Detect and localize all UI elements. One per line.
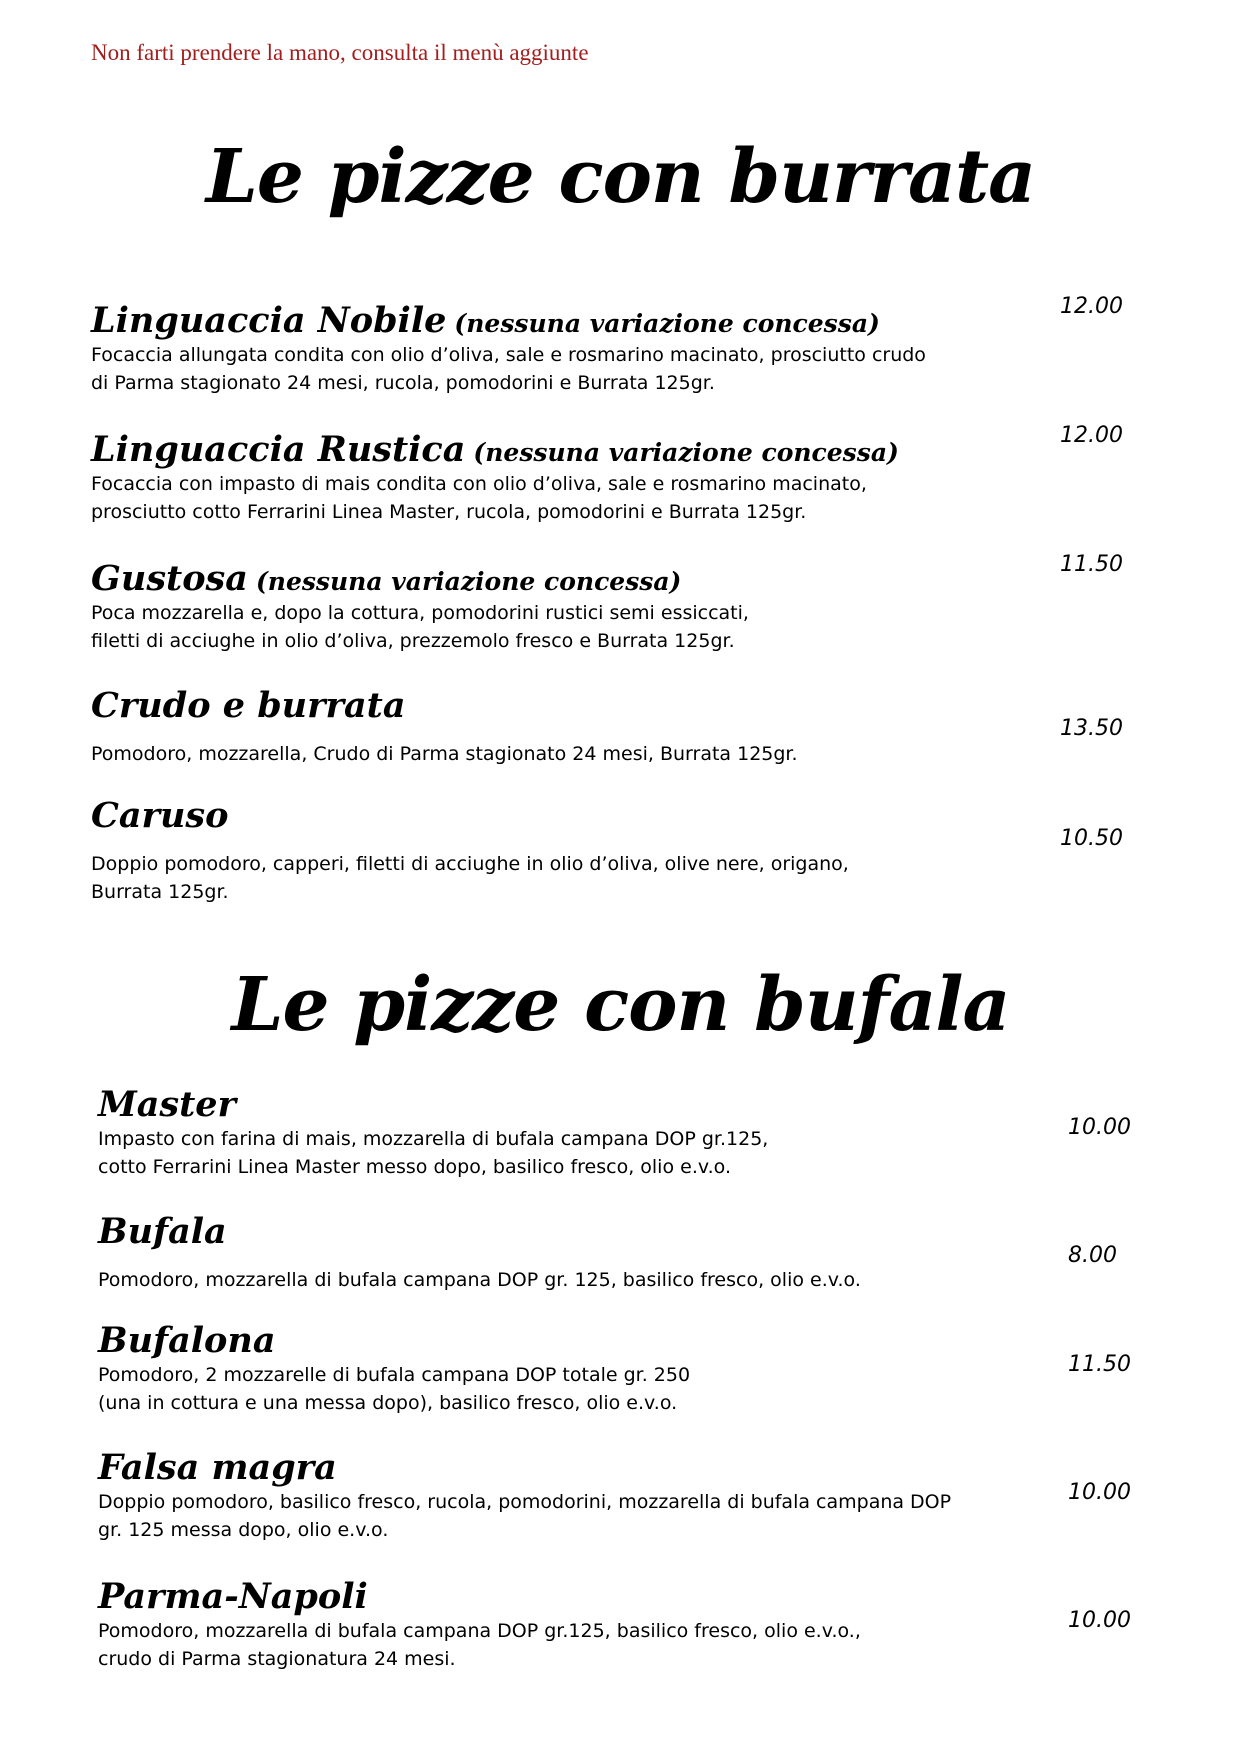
- item-description: [91, 470, 971, 526]
- item-name: Bufala: [98, 1211, 227, 1252]
- item-price: 10.00: [1068, 1608, 1131, 1633]
- item-name: Gustosa: [91, 558, 248, 599]
- item-price: 11.50: [1060, 552, 1123, 577]
- item-description: [91, 740, 971, 768]
- item-note: (nessuna variazione concessa): [255, 567, 682, 596]
- item-description-line: (una in cottura e una messa dopo), basilico fresco, olio e.v.o.: [98, 1391, 678, 1414]
- item-description-line: Pomodoro, mozzarella di bufala campana DOP gr.125, basilico fresco, olio e.v.o.,: [98, 1619, 861, 1642]
- item-description-line: Pomodoro, 2 mozzarelle di bufala campana DOP totale gr. 250: [98, 1363, 691, 1386]
- menu-item: [91, 687, 1151, 768]
- item-price: 11.50: [1068, 1352, 1131, 1377]
- item-name: Master: [98, 1084, 237, 1125]
- menu-item: [98, 1578, 1158, 1673]
- item-name: Parma-Napoli: [98, 1576, 368, 1617]
- item-description: [91, 850, 971, 906]
- item-price: 13.50: [1060, 716, 1123, 741]
- item-description-line: Pomodoro, mozzarella di bufala campana DOP gr. 125, basilico fresco, olio e.v.o.: [98, 1268, 861, 1291]
- section-title: Le pizze con burrata: [205, 134, 1036, 220]
- item-description: [91, 341, 971, 397]
- menu-item: [91, 302, 1151, 397]
- item-description: [98, 1266, 978, 1294]
- item-price: 10.00: [1068, 1115, 1131, 1140]
- item-description: [98, 1617, 978, 1673]
- item-note: (nessuna variazione concessa): [454, 309, 880, 338]
- item-description-line: prosciutto cotto Ferrarini Linea Master, rucola, pomodorini e Burrata 125gr.: [91, 500, 807, 523]
- item-price: 12.00: [1060, 294, 1123, 319]
- menu-item: [91, 560, 1151, 655]
- item-description-line: Focaccia con impasto di mais condita con olio d’oliva, sale e rosmarino macinato,: [91, 472, 867, 495]
- menu-item: [98, 1213, 1158, 1294]
- item-description-line: Doppio pomodoro, basilico fresco, rucola, pomodorini, mozzarella di bufala campana DOP: [98, 1490, 952, 1513]
- item-name: Linguaccia Nobile: [91, 300, 447, 341]
- item-description-line: gr. 125 messa dopo, olio e.v.o.: [98, 1518, 389, 1541]
- menu-item: [98, 1449, 1158, 1544]
- menu-notice: Non farti prendere la mano, consulta il menù aggiunte: [91, 40, 589, 65]
- item-price: 12.00: [1060, 423, 1123, 448]
- item-name: Crudo e burrata: [91, 685, 406, 726]
- item-description-line: Impasto con farina di mais, mozzarella di bufala campana DOP gr.125,: [98, 1127, 769, 1150]
- item-name: Bufalona: [98, 1320, 276, 1361]
- item-description-line: cotto Ferrarini Linea Master messo dopo, basilico fresco, olio e.v.o.: [98, 1155, 731, 1178]
- item-description-line: di Parma stagionato 24 mesi, rucola, pomodorini e Burrata 125gr.: [91, 371, 715, 394]
- item-description: [98, 1361, 978, 1417]
- item-description: [91, 599, 971, 655]
- item-note: (nessuna variazione concessa): [473, 438, 899, 467]
- item-description: [98, 1488, 978, 1544]
- menu-item: [91, 431, 1151, 526]
- section-title: Le pizze con bufala: [231, 962, 1010, 1048]
- menu-item: [98, 1086, 1158, 1181]
- item-name: Caruso: [91, 795, 229, 836]
- item-description-line: Doppio pomodoro, capperi, filetti di acciughe in olio d’oliva, olive nere, origano,: [91, 852, 849, 875]
- item-description-line: crudo di Parma stagionatura 24 mesi.: [98, 1647, 456, 1670]
- menu-item: [98, 1322, 1158, 1417]
- item-description-line: Burrata 125gr.: [91, 880, 229, 903]
- item-description-line: filetti di acciughe in olio d’oliva, prezzemolo fresco e Burrata 125gr.: [91, 629, 735, 652]
- item-description-line: Pomodoro, mozzarella, Crudo di Parma stagionato 24 mesi, Burrata 125gr.: [91, 742, 798, 765]
- menu-item: [91, 797, 1151, 906]
- item-description-line: Poca mozzarella e, dopo la cottura, pomodorini rustici semi essiccati,: [91, 601, 749, 624]
- item-price: 10.50: [1060, 826, 1123, 851]
- item-description-line: Focaccia allungata condita con olio d’oliva, sale e rosmarino macinato, prosciutto crudo: [91, 343, 926, 366]
- item-description: [98, 1125, 978, 1181]
- item-price: 10.00: [1068, 1480, 1131, 1505]
- item-price: 8.00: [1068, 1243, 1117, 1268]
- item-name: Linguaccia Rustica: [91, 429, 466, 470]
- item-name: Falsa magra: [98, 1447, 337, 1488]
